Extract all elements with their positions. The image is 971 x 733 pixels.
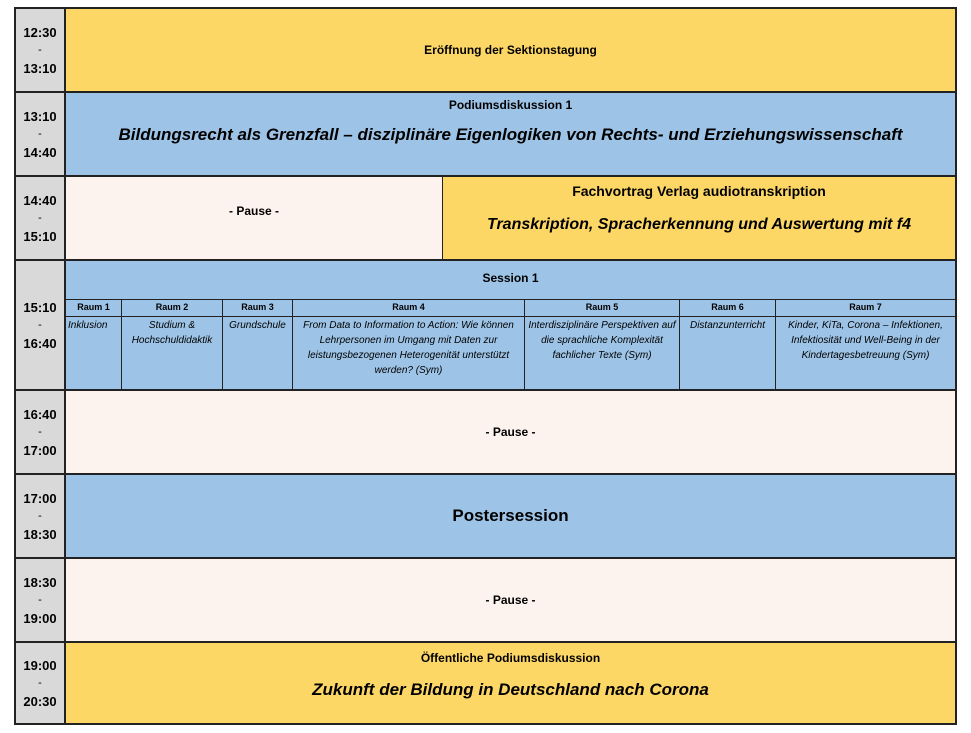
time-separator: -	[38, 593, 42, 606]
schedule-row	[16, 9, 955, 93]
time-separator: -	[38, 425, 42, 438]
event-label: Öffentliche Podiumsdiskussion	[420, 651, 601, 665]
time-separator: -	[38, 318, 42, 331]
start-time: 18:30	[23, 574, 57, 590]
end-time: 18:30	[23, 526, 57, 542]
time-slot	[16, 559, 66, 641]
pause-label: - Pause -	[485, 425, 536, 439]
end-time: 17:00	[23, 442, 57, 458]
time-slot	[16, 93, 66, 175]
room-topic: Distanzunterricht	[689, 320, 766, 331]
end-time: 19:00	[23, 610, 57, 626]
end-time: 20:30	[23, 693, 57, 709]
room-name: Raum 5	[525, 300, 679, 317]
pause-cell	[66, 177, 443, 259]
opening-cell	[66, 9, 955, 91]
start-time: 12:30	[23, 24, 57, 40]
room-topic: Inklusion	[68, 320, 108, 331]
pause-cell	[66, 559, 955, 641]
event-title: Eröffnung der Sektionstagung	[424, 43, 597, 57]
time-slot	[16, 475, 66, 557]
room-name: Raum 4	[293, 300, 524, 317]
room-name: Raum 2	[122, 300, 222, 317]
talk-cell	[443, 177, 955, 259]
pause-cell	[66, 391, 955, 473]
time-separator: -	[38, 43, 42, 56]
end-time: 13:10	[23, 60, 57, 76]
room-column	[679, 299, 775, 391]
time-separator: -	[38, 127, 42, 140]
pause-label: - Pause -	[485, 593, 536, 607]
schedule-row	[16, 643, 955, 723]
end-time: 14:40	[23, 144, 57, 160]
room-column	[222, 299, 292, 391]
time-slot	[16, 391, 66, 473]
time-separator: -	[38, 509, 42, 522]
panel-cell	[66, 93, 955, 175]
start-time: 16:40	[23, 406, 57, 422]
room-column	[121, 299, 222, 391]
time-separator: -	[38, 211, 42, 224]
room-topic: From Data to Information to Action: Wie können Lehrpersonen im Umgang mit Daten zur leistungsbezogenen Heterogenität unterstützt werden? (Sym)	[303, 320, 514, 376]
room-topic: Studium & Hochschuldidaktik	[131, 320, 213, 346]
room-topic: Grundschule	[229, 320, 286, 331]
start-time: 14:40	[23, 192, 57, 208]
start-time: 19:00	[23, 657, 57, 673]
start-time: 17:00	[23, 490, 57, 506]
room-name: Raum 1	[66, 300, 121, 317]
time-slot	[16, 177, 66, 259]
schedule-table	[14, 7, 957, 725]
event-title: Bildungsrecht als Grenzfall – disziplinäre Eigenlogiken von Rechts- und Erziehungswissenschaft	[118, 125, 903, 144]
time-slot	[16, 9, 66, 91]
session-cell	[66, 261, 955, 389]
event-title: Transkription, Spracherkennung und Auswertung mit f4	[486, 216, 912, 233]
room-topic: Kinder, KiTa, Corona – Infektionen, Infektiosität und Well-Being in der Kindertagesbetreuung (Sym)	[788, 320, 943, 361]
end-time: 15:10	[23, 228, 57, 244]
schedule-row	[16, 261, 955, 391]
start-time: 13:10	[23, 108, 57, 124]
time-slot	[16, 261, 66, 389]
event-title: Zukunft der Bildung in Deutschland nach Corona	[312, 680, 709, 699]
event-label: Fachvortrag Verlag audiotranskription	[572, 183, 826, 199]
event-label: Podiumsdiskussion 1	[448, 98, 573, 112]
time-separator: -	[38, 676, 42, 689]
schedule-row	[16, 475, 955, 559]
time-slot	[16, 643, 66, 723]
session-label: Session 1	[482, 271, 539, 285]
room-topic: Interdisziplinäre Perspektiven auf die sprachliche Komplexität fachlicher Texte (Sym)	[528, 320, 676, 361]
schedule-row	[16, 177, 955, 261]
start-time: 15:10	[23, 299, 57, 315]
room-column	[292, 299, 524, 391]
end-time: 16:40	[23, 335, 57, 351]
schedule-row	[16, 93, 955, 177]
schedule-row	[16, 559, 955, 643]
poster-cell	[66, 475, 955, 557]
room-name: Raum 7	[776, 300, 955, 317]
room-name: Raum 3	[223, 300, 292, 317]
room-column	[775, 299, 955, 391]
room-column	[66, 299, 121, 391]
event-title: Postersession	[452, 506, 569, 525]
public-panel-cell	[66, 643, 955, 723]
room-name: Raum 6	[680, 300, 775, 317]
pause-label: - Pause -	[228, 204, 279, 218]
room-column	[524, 299, 679, 391]
schedule-row	[16, 391, 955, 475]
